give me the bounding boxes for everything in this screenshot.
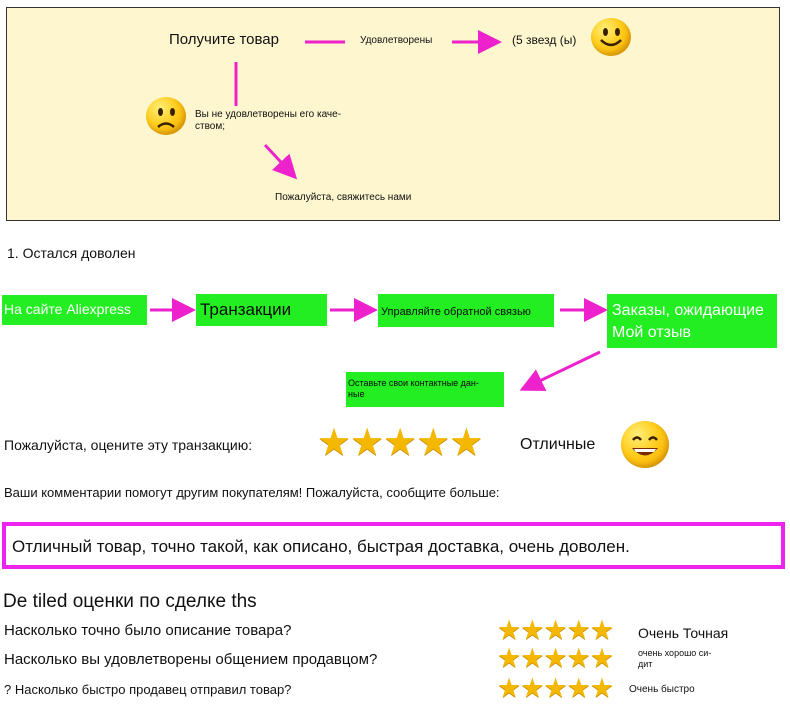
step-orders-line-1: Заказы, ожидающие	[612, 302, 764, 319]
sad-face-icon	[146, 97, 186, 135]
step-leave-contacts-line-2: ные	[348, 389, 365, 399]
step1-title: 1. Остался доволен	[7, 245, 136, 261]
step-arrows	[0, 280, 790, 400]
rate-label: Отличные	[520, 436, 596, 453]
star-icon[interactable]: ★	[566, 673, 590, 703]
step-manage-feedback-label: Управляйте обратной связью	[381, 306, 531, 318]
star-icon[interactable]: ★	[497, 673, 521, 703]
shipping-star-rating[interactable]	[497, 675, 613, 702]
question-communication: Насколько вы удовлетворены общением продавцом?	[4, 651, 378, 668]
arrow-to-contact	[265, 145, 293, 175]
star-icon[interactable]: ★	[589, 643, 614, 673]
star-icon[interactable]: ★	[449, 422, 483, 464]
arrow-4	[525, 352, 600, 388]
star-icon[interactable]: ★	[416, 422, 450, 464]
detailed-title: De tiled оценки по сделке ths	[3, 591, 257, 612]
step-leave-contacts-line-1: Оставьте свои контактные дан-	[348, 378, 479, 388]
get-item-label: Получите товар	[169, 31, 279, 48]
grinning-face-icon	[621, 421, 669, 468]
step-orders-line-2: Мой отзыв	[612, 324, 691, 341]
shipping-rating-label: Очень быстро	[629, 684, 695, 695]
star-icon[interactable]: ★	[497, 643, 521, 673]
five-stars-label: (5 звезд (ы)	[512, 33, 577, 47]
star-icon[interactable]: ★	[520, 643, 544, 673]
communication-star-rating[interactable]	[497, 645, 613, 672]
unsatisfied-text	[195, 109, 341, 133]
comment-text: Отличный товар, точно такой, как описано, быстрая доставка, очень доволен.	[12, 537, 630, 556]
star-icon[interactable]: ★	[589, 673, 614, 703]
description-star-rating[interactable]	[497, 617, 613, 644]
star-icon[interactable]: ★	[497, 615, 521, 645]
star-icon[interactable]: ★	[383, 422, 417, 464]
star-icon[interactable]: ★	[543, 673, 567, 703]
star-icon[interactable]: ★	[543, 643, 567, 673]
contact-us-label: Пожалуйста, свяжитесь нами	[275, 192, 412, 203]
overall-star-rating[interactable]	[317, 424, 482, 462]
unsatisfied-line-2: ством;	[195, 121, 225, 132]
star-icon[interactable]: ★	[520, 615, 544, 645]
step-aliexpress-label: На сайте Aliexpress	[4, 301, 131, 317]
star-icon[interactable]: ★	[350, 422, 384, 464]
unsatisfied-line-1: Вы не удовлетворены его каче-	[195, 109, 342, 120]
communication-label-line-1: очень хорошо си-	[638, 648, 712, 658]
communication-rating-label	[638, 648, 711, 670]
description-rating-label: Очень Точная	[638, 625, 729, 641]
communication-label-line-2: дит	[638, 659, 653, 669]
step-transactions-label: Транзакции	[200, 300, 292, 319]
star-icon[interactable]: ★	[520, 673, 544, 703]
star-icon[interactable]: ★	[566, 643, 590, 673]
happy-face-icon	[591, 18, 631, 56]
comments-prompt: Ваши комментарии помогут другим покупателям! Пожалуйста, сообщите больше:	[4, 485, 500, 500]
star-icon[interactable]: ★	[589, 615, 614, 645]
star-icon[interactable]: ★	[566, 615, 590, 645]
comment-textarea[interactable]	[2, 522, 785, 569]
rate-prompt: Пожалуйста, оцените эту транзакцию:	[4, 437, 253, 453]
question-description: Насколько точно было описание товара?	[4, 622, 292, 639]
question-shipping: ? Насколько быстро продавец отправил товар?	[4, 682, 292, 697]
star-icon[interactable]: ★	[317, 422, 351, 464]
satisfied-label: Удовлетворены	[360, 35, 433, 46]
star-icon[interactable]: ★	[543, 615, 567, 645]
